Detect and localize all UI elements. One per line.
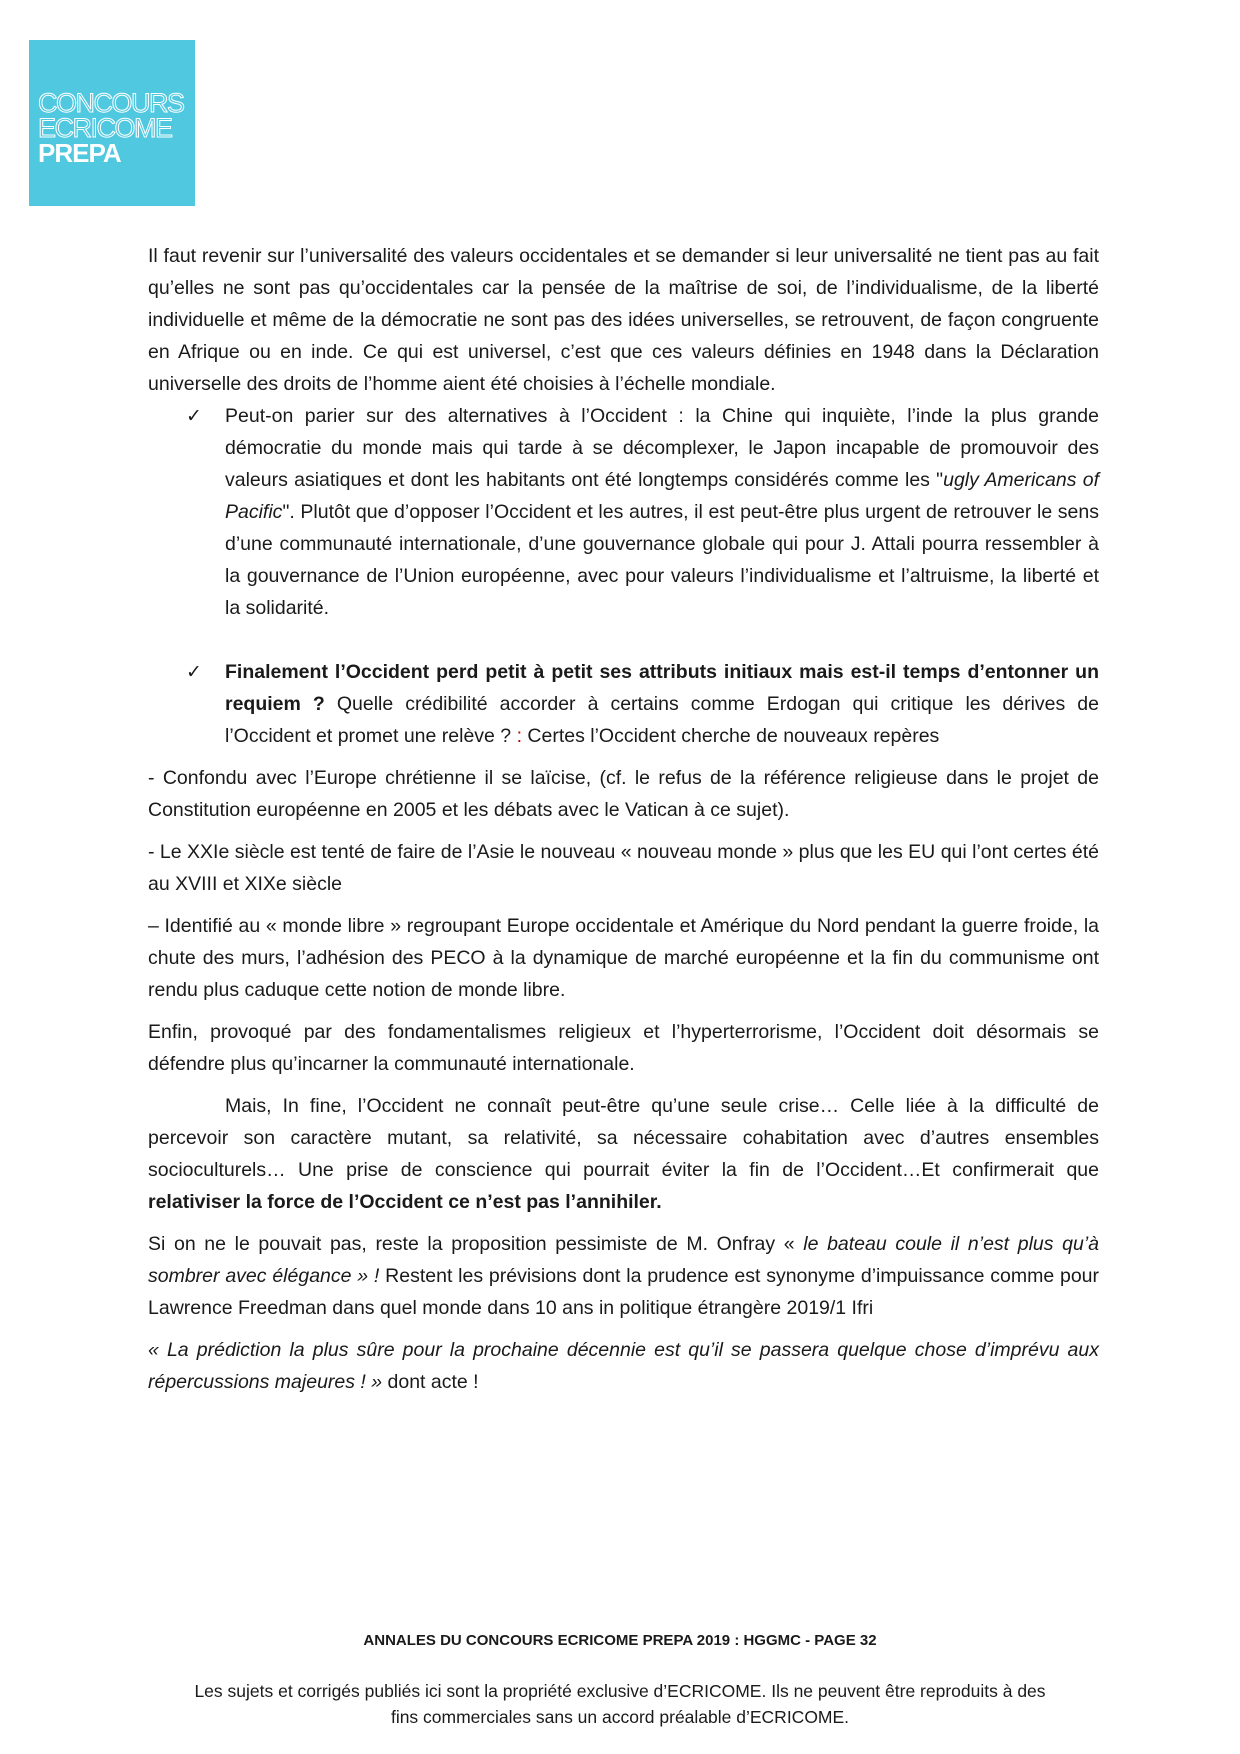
ecricome-logo: [29, 40, 195, 206]
text-onfray-quote: le bateau coule il n’est plus qu’à sombrer avec élégance » !: [148, 1233, 1100, 1287]
text-relativiser-bold: relativiser la force de l’Occident ce n’est pas l’annihiler.: [148, 1191, 662, 1213]
checklist-item-requiem: [148, 656, 1099, 752]
checkmark-icon: ✓: [186, 661, 202, 683]
paragraph-christian-europe: - Confondu avec l’Europe chrétienne il se laïcise, (cf. le refus de la référence religieuse dans le projet de Constitution européenne en 2005 et les débats avec le Vatican à ce sujet).: [148, 767, 1099, 821]
checklist-item-alternatives: [148, 400, 1099, 624]
text-ugly-americans: ugly Americans of Pacific: [225, 469, 1099, 523]
text-alternatives-c: ". Plutôt que d’opposer l’Occident et les autres, il est peut-être plus urgent de retrouver le sens d’une communauté internationale, d’une gouvernance globale qui pour J. Attali pourra ressembler à la gouvernance de l’Union européenne, avec pour valeurs l’individualisme et l’altruisme, la liberté et la solidarité.: [225, 501, 1099, 619]
footer-copyright-note: [140, 1678, 1100, 1730]
logo-line-concours: CONCOURS: [38, 88, 184, 118]
text-onfray-a: Si on ne le pouvait pas, reste la proposition pessimiste de M. Onfray «: [148, 1233, 804, 1255]
document-body: [148, 240, 1099, 1398]
footer-note-line-1: Les sujets et corrigés publiés ici sont la propriété exclusive d’ECRICOME. Ils ne peuvent être reproduits à des: [194, 1681, 1046, 1701]
text-requiem-b: Certes l’Occident cherche de nouveaux repères: [522, 725, 940, 747]
paragraph-fondamentalismes: Enfin, provoqué par des fondamentalismes religieux et l’hyperterrorisme, l’Occident doit désormais se défendre plus qu’incarner la communauté internationale.: [148, 1021, 1099, 1075]
paragraph-monde-libre: – Identifié au « monde libre » regroupant Europe occidentale et Amérique du Nord pendant la guerre froide, la chute des murs, l’adhésion des PECO à la dynamique de marché européenne et la fin du communisme ont rendu plus caduque cette notion de monde libre.: [148, 915, 1099, 1001]
text-requiem-a: Quelle crédibilité accorder à certains comme Erdogan qui critique les dérives de l’Occident et promet une relève ?: [225, 693, 1099, 747]
text-requiem-colon: :: [516, 725, 522, 747]
logo-line-ecricome: ECRICOME: [38, 113, 172, 143]
text-onfray-b: Restent les prévisions dont la prudence est synonyme d’impuissance comme pour Lawrence Freedman dans quel monde dans 10 ans in politique étrangère 2019/1 Ifri: [148, 1265, 1100, 1319]
checkmark-icon: ✓: [186, 405, 202, 427]
paragraph-xxie-siecle: - Le XXIe siècle est tenté de faire de l’Asie le nouveau « nouveau monde » plus que les EU qui l’ont certes été au XVIII et XIXe siècle: [148, 841, 1099, 895]
paragraph-prediction: [148, 1334, 1099, 1398]
text-requiem-bold: Finalement l’Occident perd petit à petit ses attributs initiaux mais est-il temps d’entonner un requiem ?: [225, 661, 1099, 715]
text-alternatives-a: Peut-on parier sur des alternatives à l’Occident : la Chine qui inquiète, l’inde la plus grande démocratie du monde mais qui tarde à se décomplexer, le Japon incapable de promouvoir des valeurs asiatiques et dont les habitants ont été longtemps considérés comme les ": [225, 405, 1099, 491]
paragraph-universality: Il faut revenir sur l’universalité des valeurs occidentales et se demander si leur universalité ne tient pas au fait qu’elles ne sont pas qu’occidentales car la pensée de la maîtrise de soi, de l’individualisme, de la liberté individuelle et même de la démocratie ne sont pas des idées universelles, se retrouvent, de façon congruente en Afrique ou en inde. Ce qui est universel, c’est que ces valeurs définies en 1948 dans la Déclaration universelle des droits de l’homme aient été choisies à l’échelle mondiale.: [148, 245, 1099, 395]
text-prediction-quote: « La prédiction la plus sûre pour la prochaine décennie est qu’il se passera quelque chose d’imprévu aux répercussions majeures ! »: [148, 1339, 1099, 1393]
logo-line-prepa: PREPA: [38, 138, 121, 168]
text-in-fine: Mais, In fine, l’Occident ne connaît peut-être qu’une seule crise… Celle liée à la difficulté de percevoir son caractère mutant, sa relativité, sa nécessaire cohabitation avec d’autres ensembles socioculturels… Une prise de conscience qui pourrait éviter la fin de l’Occident…Et confirmerait que: [148, 1095, 1099, 1181]
paragraph-in-fine: [148, 1090, 1099, 1218]
paragraph-onfray: [148, 1228, 1099, 1324]
footer-note-line-2: fins commerciales sans un accord préalable d’ECRICOME.: [390, 1707, 850, 1727]
footer-page-title: ANNALES DU CONCOURS ECRICOME PREPA 2019 : HGGMC - PAGE 32: [363, 1632, 877, 1649]
text-dont-acte: dont acte !: [382, 1371, 479, 1393]
